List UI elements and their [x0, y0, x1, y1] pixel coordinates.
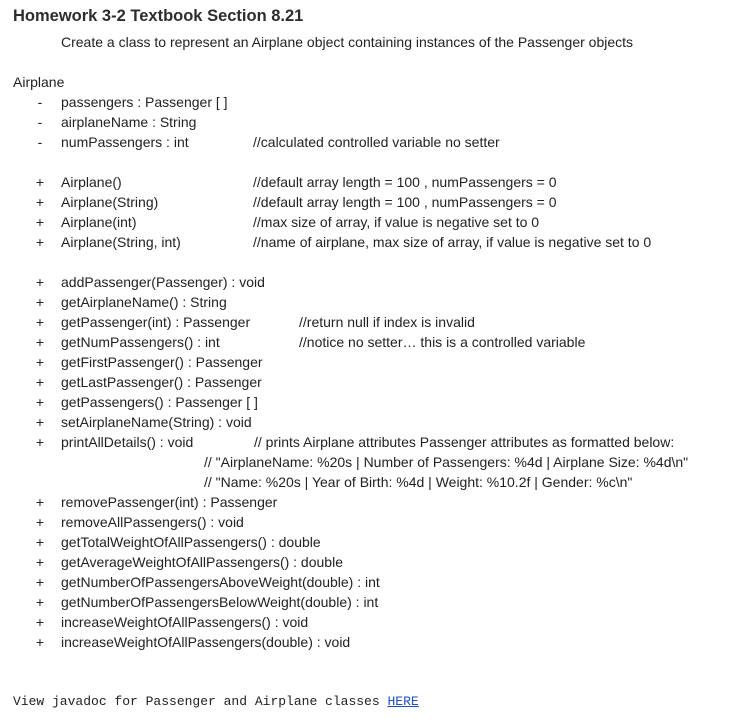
visibility-public-symbol: +: [35, 554, 45, 570]
method-signature: getNumPassengers() : int: [61, 334, 220, 350]
airplane-format-string: // "AirplaneName: %20s | Number of Passengers: %4d | Airplane Size: %4d\n": [204, 454, 689, 470]
method-signature: increaseWeightOfAllPassengers() : void: [61, 614, 309, 630]
field-signature: airplaneName : String: [61, 114, 197, 130]
method-signature: getAirplaneName() : String: [61, 294, 227, 310]
method-signature: getTotalWeightOfAllPassengers() : double: [61, 534, 321, 550]
visibility-public-symbol: +: [35, 634, 45, 650]
javadoc-footer: [13, 694, 419, 709]
visibility-public-symbol: +: [35, 394, 45, 410]
javadoc-footer-text: View javadoc for Passenger and Airplane classes: [13, 694, 380, 709]
constructor-comment: //name of airplane, max size of array, if value is negative set to 0: [253, 234, 652, 250]
method-signature: getPassengers() : Passenger [ ]: [61, 394, 258, 410]
constructor-signature: Airplane(String): [61, 194, 159, 210]
javadoc-here-link[interactable]: HERE: [387, 694, 419, 709]
method-signature: printAllDetails() : void: [61, 434, 194, 450]
visibility-public-symbol: +: [35, 574, 45, 590]
constructor-comment: //max size of array, if value is negative set to 0: [253, 214, 540, 230]
visibility-public-symbol: +: [35, 194, 45, 210]
passenger-format-string: // "Name: %20s | Year of Birth: %4d | Weight: %10.2f | Gender: %c\n": [204, 474, 633, 490]
method-signature: getLastPassenger() : Passenger: [61, 374, 262, 390]
method-signature: getNumberOfPassengersBelowWeight(double) : int: [61, 594, 379, 610]
visibility-public-symbol: +: [35, 614, 45, 630]
method-signature: removeAllPassengers() : void: [61, 514, 244, 530]
constructor-comment: //default array length = 100 , numPassengers = 0: [253, 174, 557, 190]
visibility-public-symbol: +: [35, 374, 45, 390]
method-comment: //notice no setter… this is a controlled variable: [299, 334, 586, 350]
method-signature: addPassenger(Passenger) : void: [61, 274, 265, 290]
visibility-public-symbol: +: [35, 594, 45, 610]
method-signature: getPassenger(int) : Passenger: [61, 314, 251, 330]
method-signature: getFirstPassenger() : Passenger: [61, 354, 263, 370]
assignment-description: Create a class to represent an Airplane object containing instances of the Passenger objects: [61, 34, 634, 50]
method-signature: increaseWeightOfAllPassengers(double) : void: [61, 634, 351, 650]
visibility-public-symbol: +: [35, 434, 45, 450]
field-signature: passengers : Passenger [ ]: [61, 94, 228, 110]
visibility-public-symbol: +: [35, 214, 45, 230]
visibility-public-symbol: +: [35, 534, 45, 550]
method-signature: getNumberOfPassengersAboveWeight(double) : int: [61, 574, 380, 590]
method-comment: //return null if index is invalid: [299, 314, 475, 330]
visibility-public-symbol: +: [35, 494, 45, 510]
page-title: Homework 3-2 Textbook Section 8.21: [13, 7, 304, 25]
visibility-private-symbol: -: [37, 114, 43, 130]
constructor-signature: Airplane(int): [61, 214, 137, 230]
field-signature: numPassengers : int: [61, 134, 189, 150]
visibility-private-symbol: -: [37, 134, 43, 150]
constructor-comment: //default array length = 100 , numPassengers = 0: [253, 194, 557, 210]
constructor-signature: Airplane(): [61, 174, 122, 190]
field-comment: //calculated controlled variable no setter: [253, 134, 500, 150]
visibility-public-symbol: +: [35, 274, 45, 290]
visibility-public-symbol: +: [35, 234, 45, 250]
method-signature: getAverageWeightOfAllPassengers() : double: [61, 554, 343, 570]
visibility-public-symbol: +: [35, 514, 45, 530]
method-signature: removePassenger(int) : Passenger: [61, 494, 278, 510]
constructor-signature: Airplane(String, int): [61, 234, 181, 250]
uml-class-name: Airplane: [13, 74, 65, 90]
method-signature: setAirplaneName(String) : void: [61, 414, 252, 430]
visibility-public-symbol: +: [35, 174, 45, 190]
method-comment: // prints Airplane attributes Passenger attributes as formatted below:: [254, 434, 675, 450]
visibility-public-symbol: +: [35, 354, 45, 370]
visibility-private-symbol: -: [37, 94, 43, 110]
visibility-public-symbol: +: [35, 294, 45, 310]
visibility-public-symbol: +: [35, 414, 45, 430]
visibility-public-symbol: +: [35, 314, 45, 330]
visibility-public-symbol: +: [35, 334, 45, 350]
